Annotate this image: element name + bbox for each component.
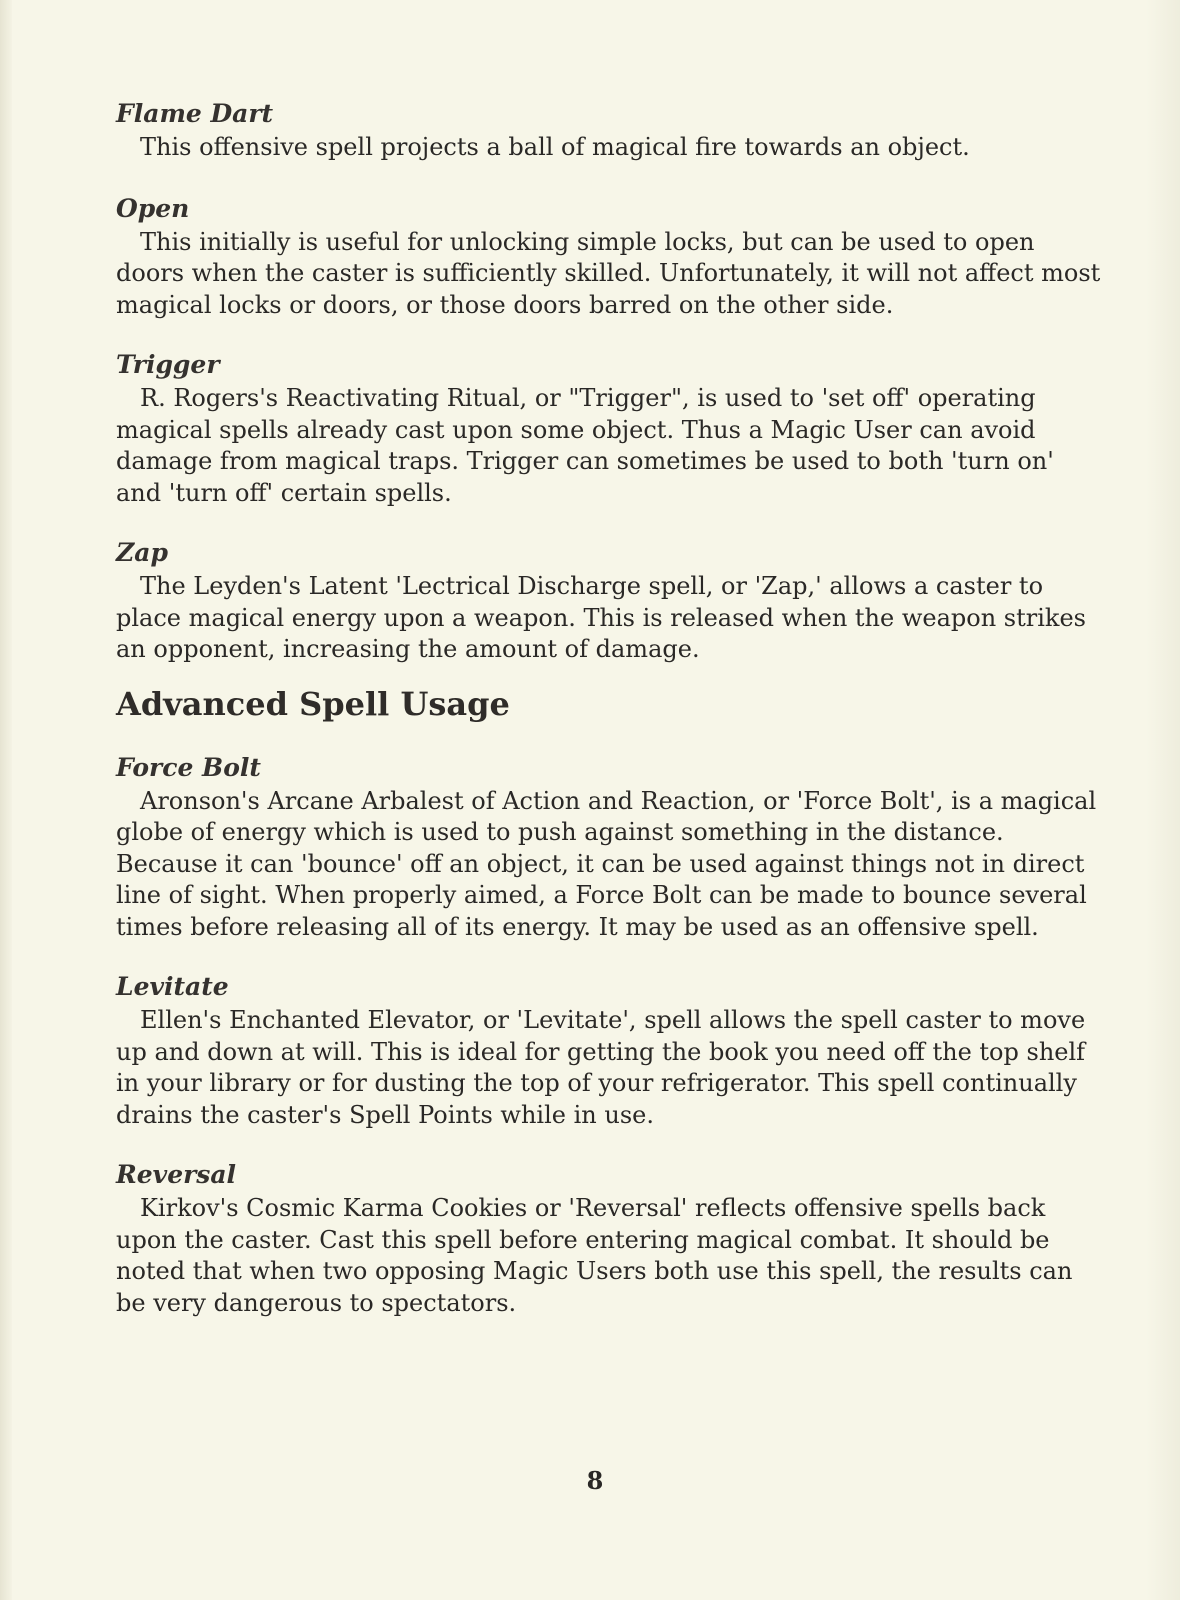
spell-title: Trigger	[116, 350, 220, 379]
page-edge-right	[1146, 0, 1180, 1600]
spell-title: Zap	[116, 538, 168, 567]
spell-description: Ellen's Enchanted Elevator, or 'Levitate', spell allows the spell caster to move up and down at will. This is ideal for getting the book you need off the top shelf in your library or for dusting the top of your refrigerator. This spell continually drains the caster's Spell Points while in use.	[116, 1006, 1086, 1129]
spell-title: Reversal	[116, 1160, 237, 1189]
spell-entry-force-bolt	[116, 750, 1106, 944]
spell-description: Aronson's Arcane Arbalest of Action and Reaction, or 'Force Bolt', is a magical globe of energy which is used to push against something in the distance. Because it can 'bounce' off an object, it can be used against things not in direct line of sight. When properly aimed, a Force Bolt can be made to bounce several times before releasing all of its energy. It may be used as an offensive spell.	[116, 786, 1097, 941]
spell-description: R. Rogers's Reactivating Ritual, or "Trigger", is used to 'set off' operating magical spells already cast upon some object. Thus a Magic User can avoid damage from magical traps. Trigger can sometimes be used to both 'turn on' and 'turn off' certain spells.	[116, 384, 1054, 507]
page-content	[116, 96, 1106, 1319]
spell-entry-open	[116, 191, 1106, 322]
spell-description: Kirkov's Cosmic Karma Cookies or 'Reversal' reflects offensive spells back upon the caster. Cast this spell before entering magical combat. It should be noted that when two opposing Magic Users both use this spell, the results can be very dangerous to spectators.	[116, 1194, 1073, 1317]
section-heading: Advanced Spell Usage	[116, 684, 510, 723]
spell-description: This offensive spell projects a ball of magical fire towards an object.	[140, 133, 970, 161]
spell-entry-reversal	[116, 1157, 1106, 1319]
spell-description: This initially is useful for unlocking simple locks, but can be used to open doors when the caster is sufficiently skilled. Unfortunately, it will not affect most magical locks or doors, or those doors barred on the other side.	[116, 227, 1101, 319]
spell-entry-zap	[116, 535, 1106, 666]
page-edge-left	[0, 0, 12, 1600]
spell-title: Flame Dart	[116, 99, 274, 128]
spell-entry-flame-dart	[116, 96, 1106, 164]
spell-entry-trigger	[116, 347, 1106, 509]
spell-entry-levitate	[116, 969, 1106, 1131]
spell-description: The Leyden's Latent 'Lectrical Discharge spell, or 'Zap,' allows a caster to place magical energy upon a weapon. This is released when the weapon strikes an opponent, increasing the amount of damage.	[116, 572, 1086, 663]
page-number: 8	[586, 1466, 604, 1495]
spell-title: Levitate	[116, 972, 229, 1001]
spell-title: Open	[116, 193, 190, 223]
spell-title: Force Bolt	[116, 752, 261, 782]
